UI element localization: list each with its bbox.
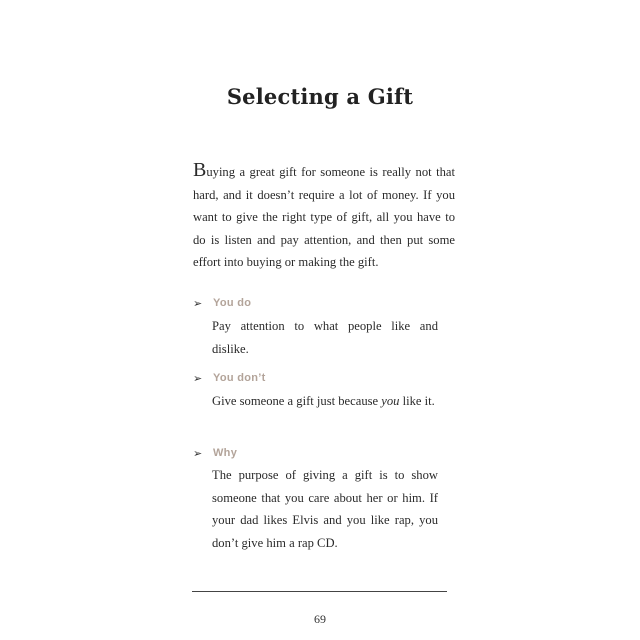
tip-heading-why (193, 446, 237, 460)
tip-heading-you-do (193, 296, 251, 310)
tip-text: Pay attention to what people like and dislike. (212, 319, 438, 356)
tip-label: You don’t (213, 372, 266, 384)
arrow-bullet-icon: ➢ (193, 446, 203, 460)
tip-text: The purpose of giving a gift is to show someone that you care about her or him. If your dad likes Elvis and you like rap, you don’t give him a rap CD. (212, 468, 438, 550)
page-title: Selecting a Gift (226, 84, 414, 109)
tip-heading-you-dont (193, 371, 266, 385)
tip-text (212, 390, 438, 413)
tip-label: Why (213, 447, 238, 459)
tip-text-part: Give someone a gift just because (212, 394, 382, 408)
arrow-bullet-icon: ➢ (193, 371, 203, 385)
arrow-bullet-icon: ➢ (193, 296, 203, 310)
page-number: 69 (314, 612, 326, 626)
tip-text-part: like it. (399, 394, 435, 408)
tip-label: You do (213, 297, 252, 309)
tip-text-emphasis: you (381, 394, 400, 408)
intro-text: uying a great gift for someone is really not that hard, and it doesn’t require a lot of money. If you want to give the right type of gift, all you have to do is listen and pay attention, and then put some effort into buying or making the gift. (193, 165, 455, 270)
drop-cap: B (193, 159, 207, 181)
intro-paragraph (193, 160, 455, 274)
footer-divider (192, 591, 447, 592)
